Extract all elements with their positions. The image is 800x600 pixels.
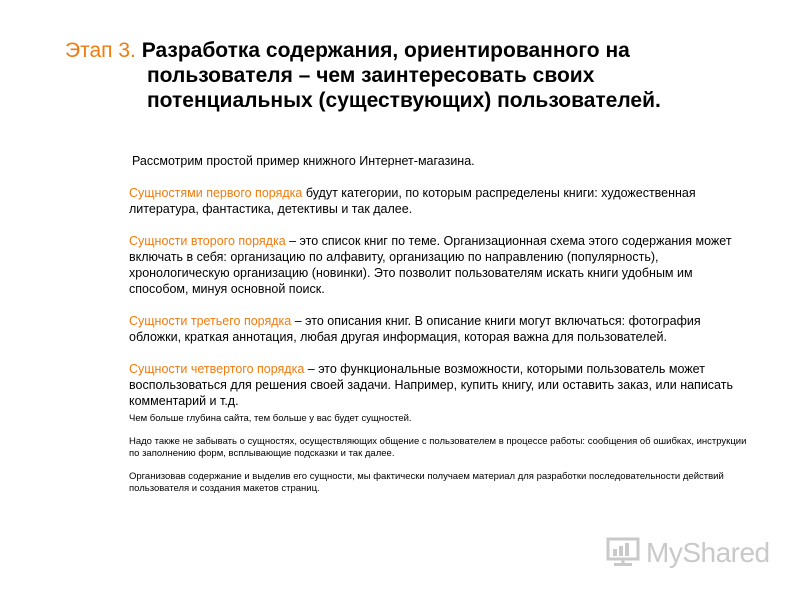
- term-third-order: Сущности третьего порядка: [129, 314, 292, 328]
- note-user-communication: Надо также не забывать о сущностях, осуществляющих общение с пользователем в процессе работы: сообщения об ошибках, инструкции по заполнению форм, всплывающие подсказки и так далее.: [129, 435, 747, 459]
- title-line-2: пользователя – чем заинтересовать своих: [147, 64, 595, 87]
- note-site-depth: Чем больше глубина сайта, тем больше у вас будет сущностей.: [129, 413, 412, 424]
- text-second-order: – это список книг по теме. Организационная схема этого содержания может включать в себя: организацию по алфавиту, организацию по направлению (популярность), хронологическую организацию (новинки). Это позволит пользователям искать книги удобным им способом, минуя основной поиск.: [129, 234, 732, 296]
- term-first-order: Сущностями первого порядка: [129, 186, 303, 200]
- paragraph-second-order: [129, 233, 754, 297]
- text-first-order: будут категории, по которым распределены книги: художественная литература, фантастика, детективы и так далее.: [129, 186, 696, 216]
- text-fourth-order: – это функциональные возможности, которыми пользователь может воспользоваться для решения своей задачи. Например, купить книгу, или оставить заказ, или написать комментарий и т.д.: [129, 362, 733, 408]
- paragraph-fourth-order: [129, 361, 754, 409]
- slide-body: [129, 153, 754, 506]
- note-conclusion: Организовав содержание и выделив его сущности, мы фактически получаем материал для разработки последовательности действий пользователя и создания макетов страниц.: [129, 470, 724, 494]
- presentation-board-icon: [606, 537, 640, 569]
- text-third-order: – это описания книг. В описание книги могут включаться: фотография обложки, краткая аннотация, любая другая информация, которая важна для пользователей.: [129, 314, 701, 344]
- title-line-1: Разработка содержания, ориентированного на: [141, 39, 630, 62]
- paragraph-third-order: [129, 313, 754, 345]
- title-line-3: потенциальных (существующих) пользователей.: [147, 89, 661, 112]
- intro-paragraph: Рассмотрим простой пример книжного Интернет-магазина.: [132, 154, 475, 168]
- stage-label: Этап 3.: [65, 39, 136, 62]
- term-second-order: Сущности второго порядка: [129, 234, 286, 248]
- logo-text: MyShared: [646, 537, 770, 568]
- myshared-logo: [606, 537, 770, 569]
- term-fourth-order: Сущности четвертого порядка: [129, 362, 305, 376]
- paragraph-first-order: [129, 185, 754, 217]
- slide-title: [65, 38, 765, 113]
